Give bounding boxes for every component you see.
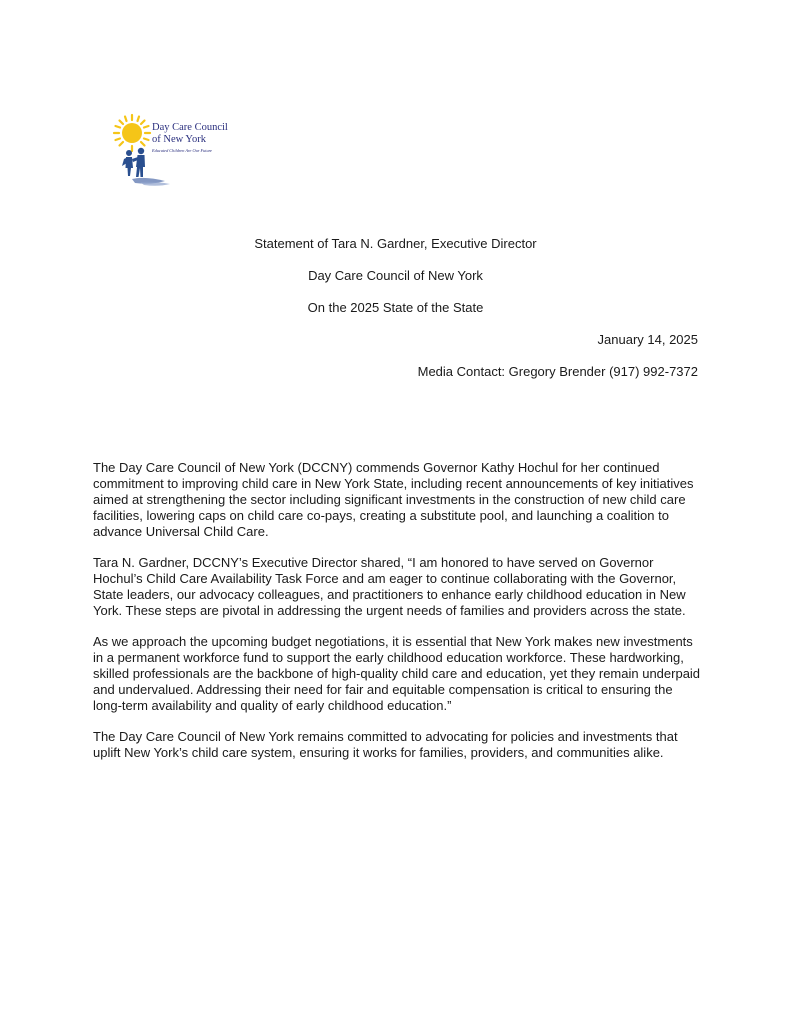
subject-title: On the 2025 State of the State xyxy=(307,300,484,315)
statement-body xyxy=(93,460,705,776)
logo-wordmark xyxy=(152,122,262,146)
organization-title: Day Care Council of New York xyxy=(308,268,483,283)
logo-tagline: Educated Children Are Our Future xyxy=(152,148,213,153)
body-paragraph: As we approach the upcoming budget negotiations, it is essential that New York makes new investments in a permanent workforce fund to support the early childhood education workforce. These hardworking, skilled professionals are the backbone of high-quality child care and education, yet they remain underpaid and undervalued. Addressing their need for fair and equitable compensation is critical to ensuring the long-term availability and quality of early childhood education.” xyxy=(93,633,701,713)
body-paragraph: Tara N. Gardner, DCCNY’s Executive Director shared, “I am honored to have served on Governor Hochul’s Child Care Availability Task Force and am eager to continue collaborating with the Governor, State leaders, our advocacy colleagues, and practitioners to enhance early childhood education in New York. These steps are pivotal in addressing the urgent needs of families and providers across the state. xyxy=(93,554,686,618)
statement-date: January 14, 2025 xyxy=(597,332,698,347)
logo-name-line2: of New York xyxy=(152,134,206,145)
media-contact: Media Contact: Gregory Brender (917) 992-7372 xyxy=(417,364,698,379)
body-paragraph: The Day Care Council of New York (DCCNY) commends Governor Kathy Hochul for her continued commitment to improving child care in New York State, including recent announcements of key initiatives aimed at strengthening the sector including significant investments in the construction of new child care facilities, lowering caps on child care co-pays, creating a substitute pool, and launching a coalition to advance Universal Child Care. xyxy=(93,460,694,539)
statement-title: Statement of Tara N. Gardner, Executive Director xyxy=(254,236,537,251)
logo-name-line1: Day Care Council xyxy=(152,122,228,133)
body-paragraph: The Day Care Council of New York remains committed to advocating for policies and investments that uplift New York’s child care system, ensuring it works for families, providers, and communities alike. xyxy=(93,728,678,760)
organization-logo xyxy=(110,113,260,188)
